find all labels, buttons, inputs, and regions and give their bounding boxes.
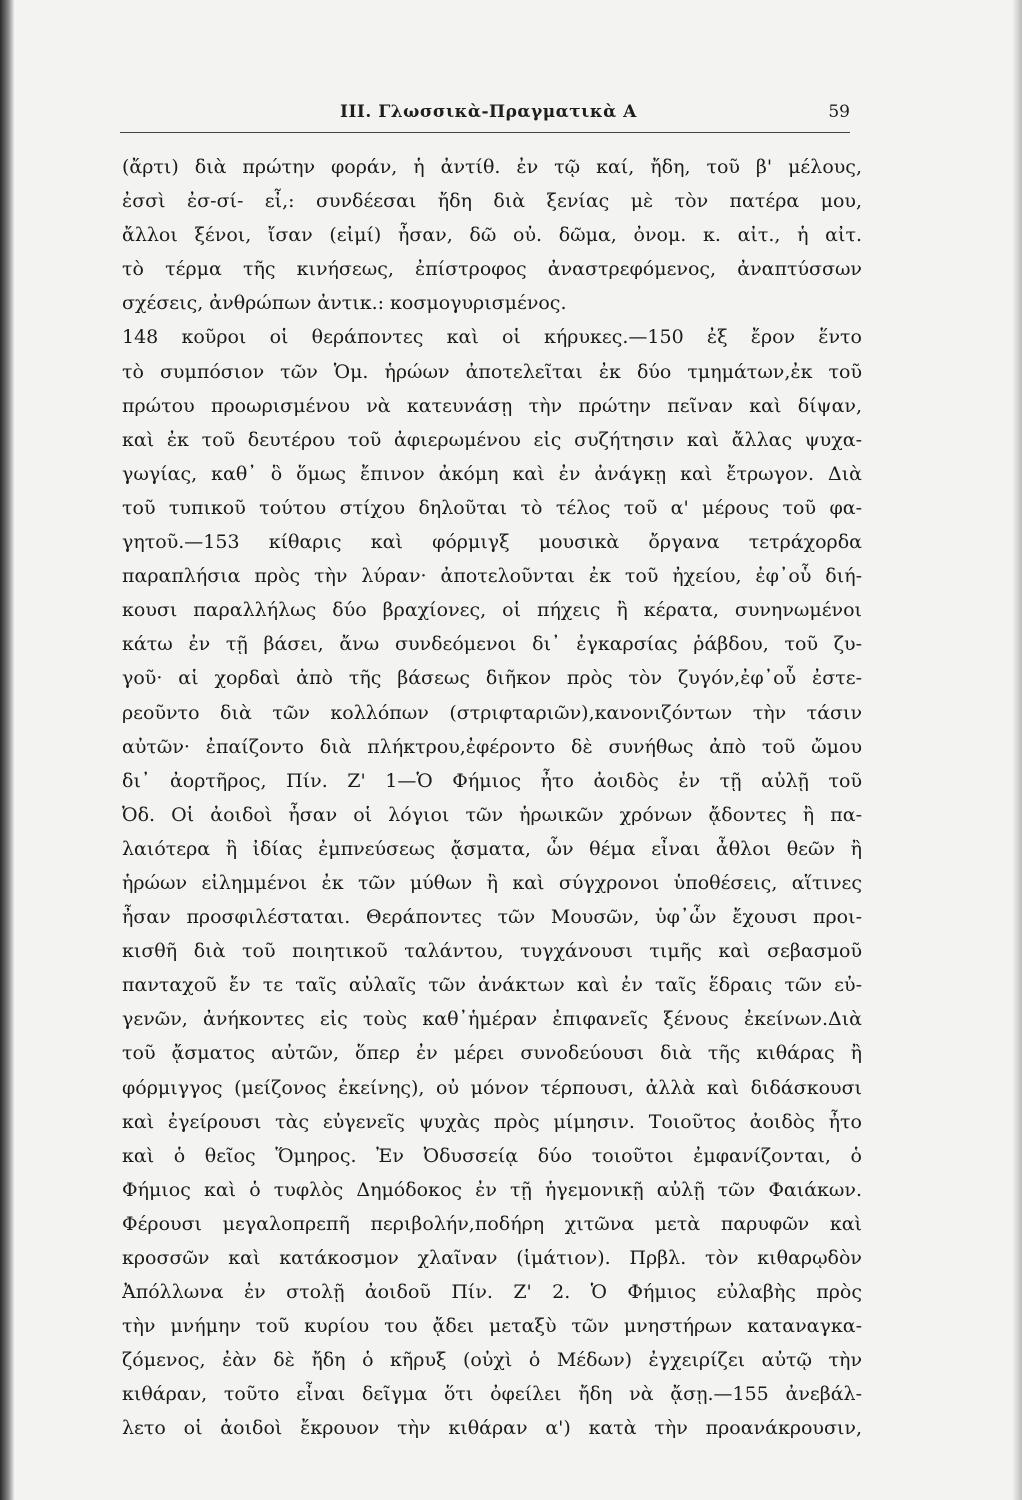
text-line: Ὀδ. Οἱ ἀοιδοὶ ἦσαν οἱ λόγιοι τῶν ἡρωικῶν χρόνων ᾄδοντες ἢ πα- — [122, 803, 862, 826]
text-line: πρώτου προωρισμένου νὰ κατευνάσῃ τὴν πρώτην πεῖναν καὶ δίψαν, — [122, 394, 862, 417]
text-line: κάτω ἐν τῇ βάσει, ἄνω συνδεόμενοι δι᾽ ἐγκαρσίας ῥάβδου, τοῦ ζυ- — [122, 633, 862, 656]
text-line: φόρμιγγος (μείζονος ἐκείνης), οὐ μόνον τέρπουσι, ἀλλὰ καὶ διδάσκουσι — [122, 1076, 862, 1099]
text-line: (ἄρτι) διὰ πρώτην φοράν, ἡ ἀντίθ. ἐν τῷ καί, ἤδη, τοῦ β' μέλους, — [122, 156, 862, 178]
text-line: κροσσῶν καὶ κατάκοσμον χλαῖναν (ἱμάτιον). Πρβλ. τὸν κιθαρῳδὸν — [122, 1247, 862, 1269]
running-header — [125, 100, 850, 130]
text-line: ἦσαν προσφιλέσταται. Θεράποντες τῶν Μουσῶν, ὑφ᾽ὧν ἔχουσι προι- — [122, 906, 862, 929]
text-line: Ἀπόλλωνα ἐν στολῇ ἀοιδοῦ Πίν. Ζ' 2. Ὁ Φήμιος εὐλαβὴς πρὸς — [122, 1281, 862, 1304]
text-line: κουσι παραλλήλως δύο βραχίονες, οἱ πήχεις ἢ κέρατα, συνηνωμένοι — [122, 599, 862, 622]
text-line: γοῦ· αἱ χορδαὶ ἀπὸ τῆς βάσεως διῆκον πρὸς τὸν ζυγόν,ἐφ᾽οὗ ἐστε- — [122, 667, 862, 690]
text-line: πανταχοῦ ἔν τε ταῖς αὐλαῖς τῶν ἀνάκτων καὶ ἐν ταῖς ἕδραις τῶν εὐ- — [122, 974, 862, 997]
chapter-title: III. Γλωσσικὰ-Πραγματικὰ Α — [340, 102, 637, 122]
text-line: σχέσεις, ἀνθρώπων ἀντικ.: κοσμογυρισμένος. — [122, 292, 567, 315]
text-line: Φέρουσι μεγαλοπρεπῆ περιβολήν,ποδήρη χιτῶνα μετὰ παρυφῶν καὶ — [122, 1212, 862, 1235]
text-line: τοῦ τυπικοῦ τούτου στίχου δηλοῦται τὸ τέλος τοῦ α' μέρους τοῦ φα- — [122, 496, 862, 519]
text-line: ἐσσὶ ἐσ-σί- εἶ,: συνδέεσαι ἤδη διὰ ξενίας μὲ τὸν πατέρα μου, — [122, 190, 862, 213]
text-line: ρεοῦντο διὰ τῶν κολλόπων (στριφταριῶν),κανονιζόντων τὴν τάσιν — [122, 701, 862, 724]
text-line: γωγίας, καθ᾽ ὃ ὅμως ἔπινον ἀκόμη καὶ ἐν ἀνάγκῃ καὶ ἔτρωγον. Διὰ — [122, 462, 862, 485]
page-edge — [1012, 0, 1022, 1500]
text-line: ἡρώων εἰλημμένοι ἐκ τῶν μύθων ἢ καὶ σύγχρονοι ὑποθέσεις, αἵτινες — [122, 871, 862, 894]
text-line: κισθῆ διὰ τοῦ ποιητικοῦ ταλάντου, τυγχάνουσι τιμῆς καὶ σεβασμοῦ — [122, 940, 862, 963]
text-line: τὸ συμπόσιον τῶν Ὁμ. ἡρώων ἀποτελεῖται ἐκ δύο τμημάτων,ἐκ τοῦ — [122, 360, 862, 383]
text-line: αὐτῶν· ἐπαίζοντο διὰ πλήκτρου,ἐφέροντο δὲ συνήθως ἀπὸ τοῦ ὤμου — [122, 735, 862, 758]
page-number: 59 — [828, 102, 850, 122]
text-line: καὶ ἐγείρουσι τὰς εὐγενεῖς ψυχὰς πρὸς μίμησιν. Τοιοῦτος ἀοιδὸς ἦτο — [122, 1110, 862, 1133]
body-text — [122, 150, 862, 1446]
text-line: τὸ τέρμα τῆς κινήσεως, ἐπίστροφος ἀναστρεφόμενος, ἀναπτύσσων — [122, 258, 862, 281]
text-line: τὴν μνήμην τοῦ κυρίου του ᾄδει μεταξὺ τῶν μνηστήρων καταναγκα- — [122, 1315, 862, 1338]
text-line: λαιότερα ἢ ἰδίας ἐμπνεύσεως ᾄσματα, ὧν θέμα εἶναι ἆθλοι θεῶν ἢ — [122, 837, 862, 860]
page-binding-shadow — [0, 0, 14, 1500]
text-line: παραπλήσια πρὸς τὴν λύραν· ἀποτελοῦνται ἐκ τοῦ ἠχείου, ἐφ᾽οὗ διή- — [122, 565, 862, 588]
text-line: τοῦ ᾄσματος αὐτῶν, ὅπερ ἐν μέρει συνοδεύουσι διὰ τῆς κιθάρας ἢ — [122, 1042, 862, 1065]
text-line: γητοῦ.—153 κίθαρις καὶ φόρμιγξ μουσικὰ ὄργανα τετράχορδα — [122, 531, 862, 554]
text-line: Φήμιος καὶ ὁ τυφλὸς Δημόδοκος ἐν τῇ ἡγεμονικῇ αὐλῇ τῶν Φαιάκων. — [122, 1178, 862, 1201]
text-line: λετο οἱ ἀοιδοὶ ἔκρουον τὴν κιθάραν α') κατὰ τὴν προανάκρουσιν, — [122, 1417, 862, 1440]
text-line: κιθάραν, τοῦτο εἶναι δεῖγμα ὅτι ὀφείλει ἤδη νὰ ᾄσῃ.—155 ἀνεβάλ- — [122, 1383, 862, 1406]
header-rule — [120, 132, 850, 133]
text-line: καὶ ἐκ τοῦ δευτέρου τοῦ ἀφιερωμένου εἰς συζήτησιν καὶ ἄλλας ψυχα- — [122, 428, 862, 451]
text-line: γενῶν, ἀνήκοντες εἰς τοὺς καθ᾽ἡμέραν ἐπιφανεῖς ξένους ἐκείνων.Διὰ — [122, 1008, 862, 1031]
text-line: δι᾽ ἀορτῆρος, Πίν. Ζ' 1—Ὁ Φήμιος ἦτο ἀοιδὸς ἐν τῇ αὐλῇ τοῦ — [122, 769, 862, 792]
text-line: ἄλλοι ξένοι, ἴσαν (εἰμί) ἦσαν, δῶ οὐ. δῶμα, ὀνομ. κ. αἰτ., ἡ αἰτ. — [122, 224, 862, 247]
text-line: 148 κοῦροι οἱ θεράποντες καὶ οἱ κήρυκες.—150 ἐξ ἔρον ἕντο — [122, 326, 862, 349]
text-line: ζόμενος, ἐὰν δὲ ἤδη ὁ κῆρυξ (οὐχὶ ὁ Μέδων) ἐγχειρίζει αὐτῷ τὴν — [122, 1349, 862, 1372]
text-line: καὶ ὁ θεῖος Ὅμηρος. Ἐν Ὀδυσσείᾳ δύο τοιοῦτοι ἐμφανίζονται, ὁ — [122, 1144, 862, 1167]
